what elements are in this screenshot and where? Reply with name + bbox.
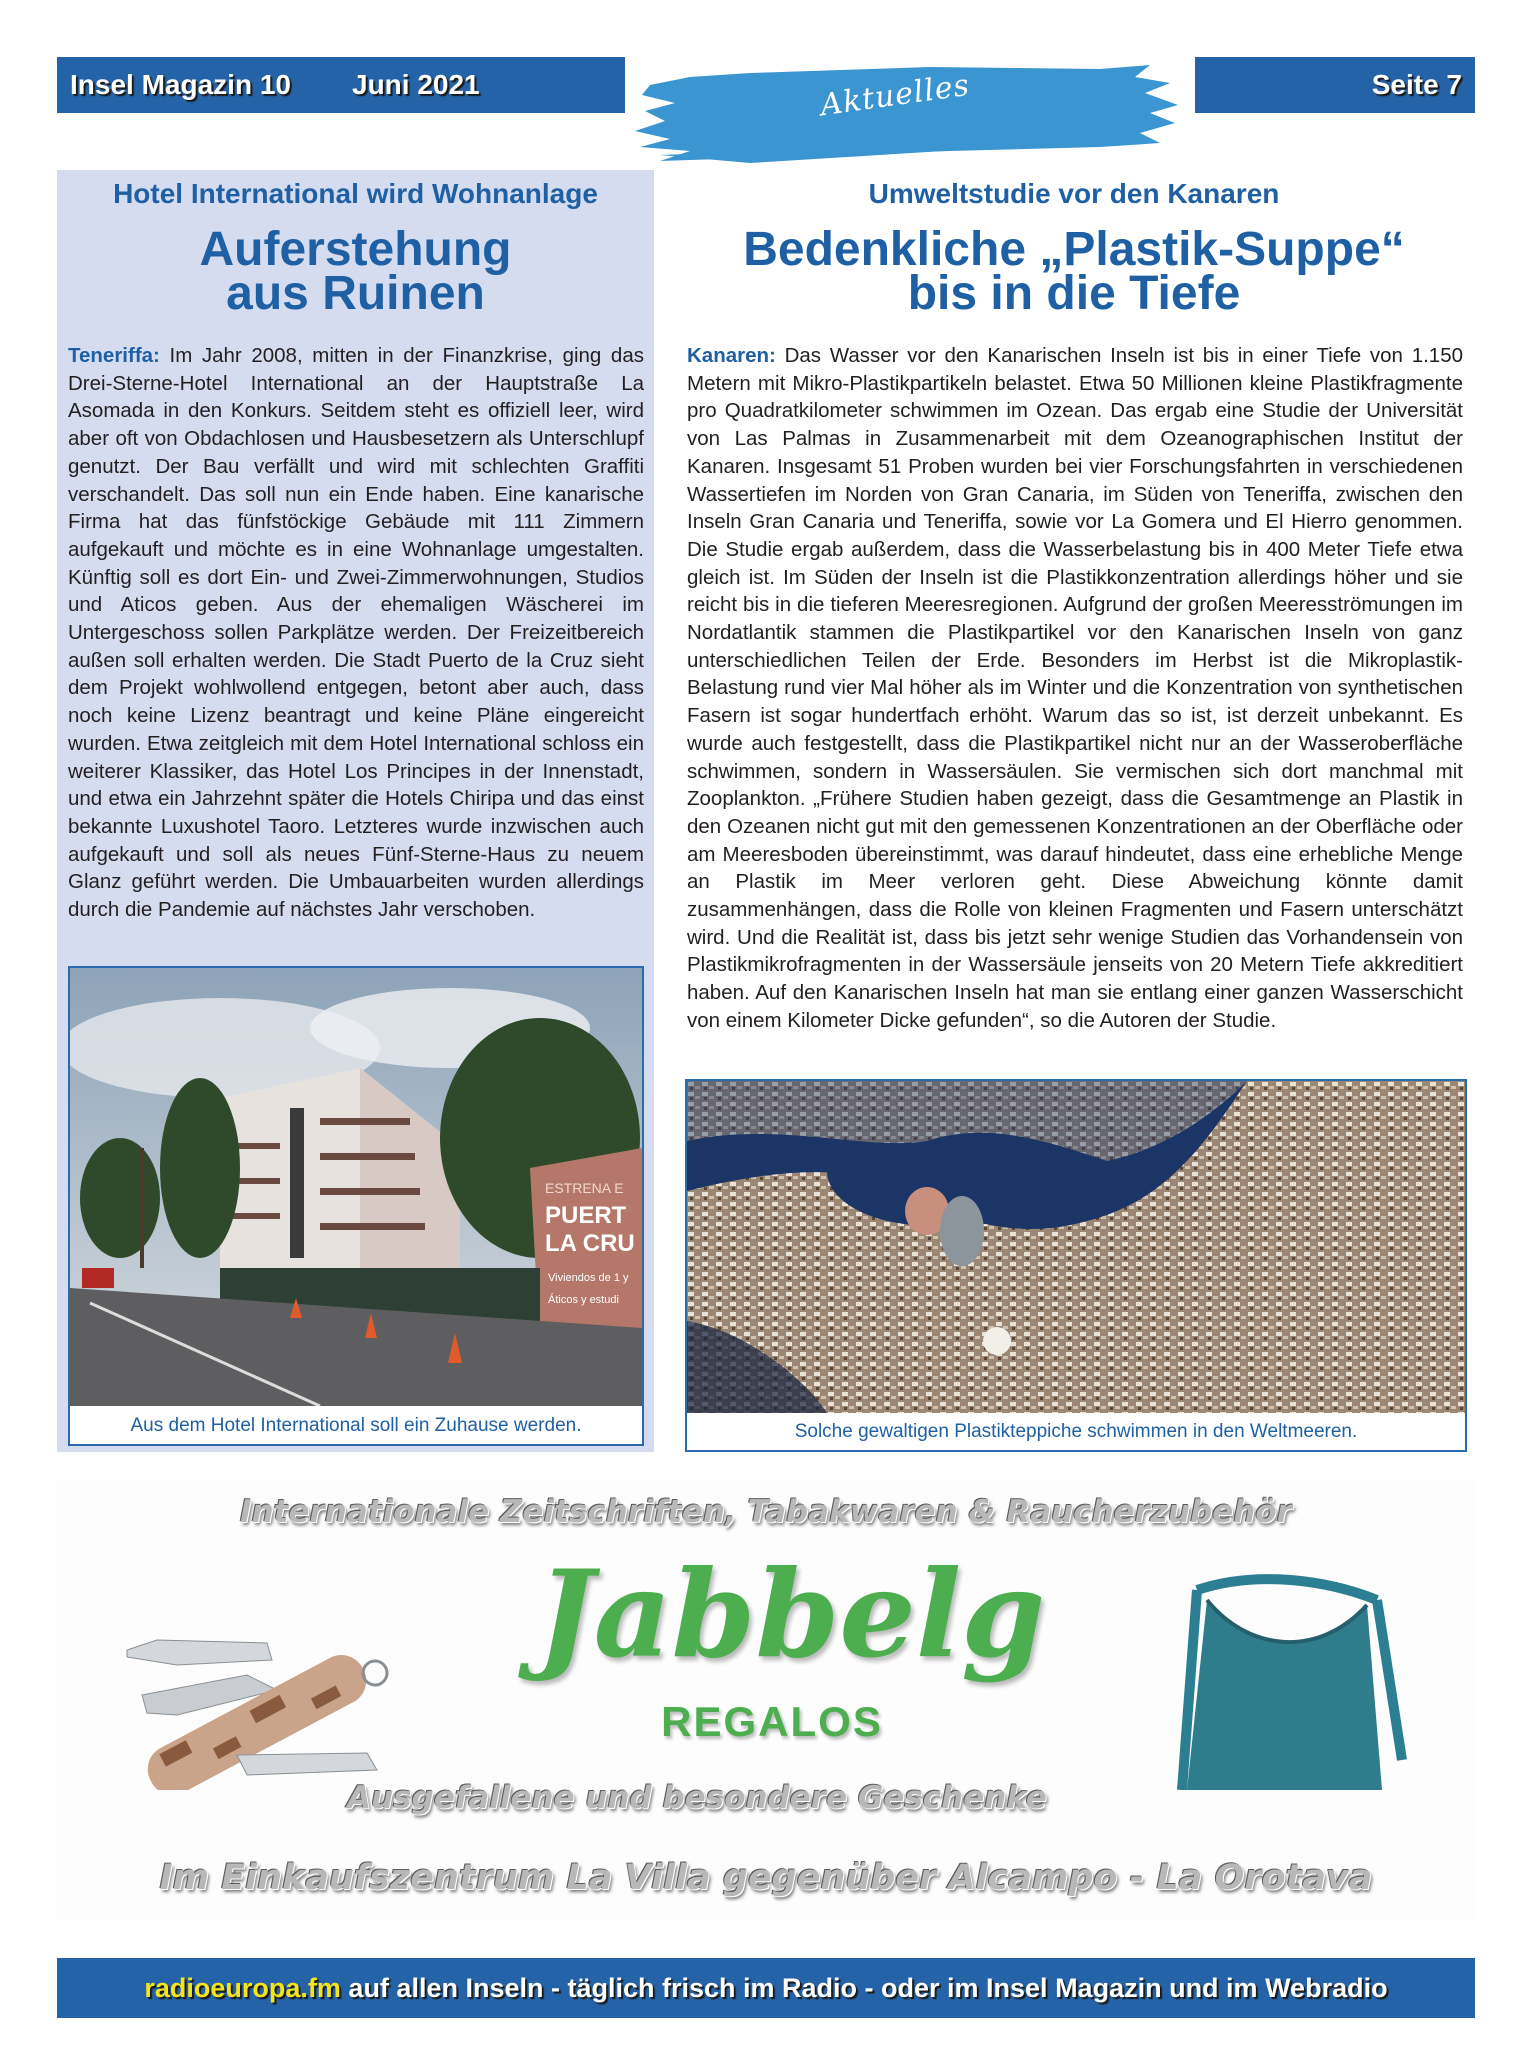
plastic-photo [687,1081,1465,1413]
article-text: Das Wasser vor den Kanarischen Inseln ist bis in einer Tiefe von 1.150 Metern mit Mikro-Plastikpartikeln belastet. Etwa 50 Millionen kleine Plastikfragmente pro Quadratkilometer schwimmen im Ozean. Das ergab eine Studie der Universität von Las Palmas in Zusammenarbeit mit dem Ozeanographischen Institut der Kanaren. Insgesamt 51 Proben wurden bei vier Forschungsfahrten in verschiedenen Wassertiefen im Norden von Gran Canaria, im Süden von Teneriffa, zwischen den Inseln Gran Canaria und Teneriffa, sowie vor La Gomera und El Hierro genommen. Die Studie ergab außerdem, dass die Wasserbelastung bis in 400 Meter Tiefe etwa gleich ist. Im Süden der Inseln ist die Plastikkonzentration allerdings höher und sie reicht bis in die tieferen Meeresregionen. Aufgrund der großen Meeresströmungen im Nordatlantik stammen die Plastikpartikel vor den Kanarischen Inseln von ganz unterschiedlichen Teilen der Erde. Besonders im Herbst ist die Mikroplastik-Belastung rund vier Mal höher als im Winter und die Konzentration von synthetischen Fasern ist sogar hundertfach erhöht. Warum das so ist, ist derzeit unbekannt. Es wurde auch festgestellt, dass die Plastikpartikel nicht nur an der Wasseroberfläche schwimmen, sondern in Wassersäulen. Sie vermischen sich dort manchmal mit Zooplankton. „Frühere Studien haben gezeigt, dass die Gesamtmenge an Plastik in den Ozeanen nicht gut mit den gemessenen Konzentrationen an der Oberfläche oder am Meeresboden übereinstimmt, was darauf hindeutet, dass eine erhebliche Menge an Plastik im Meer verloren geht. Diese Abweichung könnte damit zusammenhängen, dass die Rolle von kleinen Fragmenten und Fasern unterschätzt wird. Und die Realität ist, dass bis jetzt sehr wenige Studien das Vorhandensein von Plastikmikrofragmenten in der Wassersäule jenseits von 20 Metern Tiefe akkreditiert haben. Auf den Kanarischen Inseln hat man sie entlang einer ganzen Wasserschicht von einem Kilometer Dicke gefunden“, so die Autoren der Studie. [687,344,1463,1032]
ad-tagline-top: Internationale Zeitschriften, Tabakwaren & Raucherzubehör [240,1494,1292,1530]
radio-station-link[interactable]: radioeuropa.fm [144,1973,341,2003]
banner-text: auf allen Inseln - täglich frisch im Radio - oder im Insel Magazin und im Webradio [340,1973,1388,2003]
headline-line-2: aus Ruinen [226,267,485,320]
sign-text-1: ESTRENA E [545,1180,624,1196]
article-body [687,342,1463,1035]
plastic-debris-image [687,1081,1465,1413]
handbag-icon [1167,1560,1407,1790]
brand-subtitle: REGALOS [661,1698,883,1745]
sign-text-3: LA CRU [545,1230,635,1257]
pocket-knife-icon [117,1605,437,1790]
plastic-photo-caption: Solche gewaltigen Plastikteppiche schwimmen in den Weltmeeren. [794,1421,1358,1442]
headline-line-2: bis in die Tiefe [907,267,1241,320]
article-kicker: Hotel International wird Wohnanlage [113,178,598,209]
article-headline [676,223,1472,320]
radio-banner[interactable] [57,1958,1475,2018]
sign-text-5: Áticos y estudi [548,1294,619,1306]
headline-line-1: Bedenkliche „Plastik-Suppe“ [743,223,1405,276]
header-bar-left [57,57,625,113]
section-label: Aktuelles [818,67,973,124]
jabbelg-advertisement[interactable] [57,1480,1475,1920]
hotel-building-image [70,968,642,1406]
ad-tagline-middle: Ausgefallene und besondere Geschenke [347,1780,1047,1816]
article-body [68,342,644,924]
page-number: Seite 7 [1371,69,1462,100]
ad-location: Im Einkaufszentrum La Villa gegenüber Alcampo - La Orotava [159,1858,1373,1898]
header-bar-right [1195,57,1475,113]
article-dateline: Kanaren: [687,344,776,367]
article-dateline: Teneriffa: [68,344,160,367]
hotel-photo-figure [68,966,644,1446]
plastic-photo-figure [685,1079,1467,1452]
headline-line-1: Auferstehung [199,223,512,276]
article-headline [57,223,654,320]
sign-text-4: Viviendos de 1 y [548,1272,629,1284]
article-kicker: Umweltstudie vor den Kanaren [868,178,1280,209]
article-text: Im Jahr 2008, mitten in der Finanzkrise, ging das Drei-Sterne-Hotel International an der Hauptstraße La Asomada in den Konkurs. Seitdem steht es offiziell leer, wird aber oft von Obdachlosen und Hausbesetzern als Unterschlupf genutzt. Der Bau verfällt und wird mit schlechten Graffiti verschandelt. Das soll nun ein Ende haben. Eine kanarische Firma hat das fünfstöckige Gebäude mit 111 Zimmern aufgekauft und möchte es in eine Wohnanlage umgestalten. Künftig soll es dort Ein- und Zwei-Zimmerwohnungen, Studios und Aticos geben. Aus der ehemaligen Wäscherei im Untergeschoss sollen Parkplätze werden. Der Freizeitbereich außen soll erhalten werden. Die Stadt Puerto de la Cruz sieht dem Projekt wohlwollend entgegen, betont aber auch, dass noch keine Lizenz beantragt und keine Pläne eingereicht wurden. Etwa zeitgleich mit dem Hotel International schloss ein weiterer Klassiker, das Hotel Los Principes in der Innenstadt, und etwa ein Jahrzehnt später die Hotels Chiripa und das einst bekannte Luxushotel Taoro. Letzteres wurde inzwischen auch aufgekauft und soll als neues Fünf-Sterne-Haus zu neuem Glanz geführt werden. Die Umbauarbeiten wurden allerdings durch die Pandemie auf nächstes Jahr verschoben. [68,344,644,922]
sign-text-2: PUERT [545,1202,627,1229]
hotel-photo [70,968,642,1406]
brand-logo: Jabbelg [537,1544,1046,1685]
hotel-photo-caption: Aus dem Hotel International soll ein Zuhause werden. [130,1415,582,1436]
issue-date: Juni 2021 [352,69,480,100]
magazine-name: Insel Magazin 10 [70,69,291,100]
